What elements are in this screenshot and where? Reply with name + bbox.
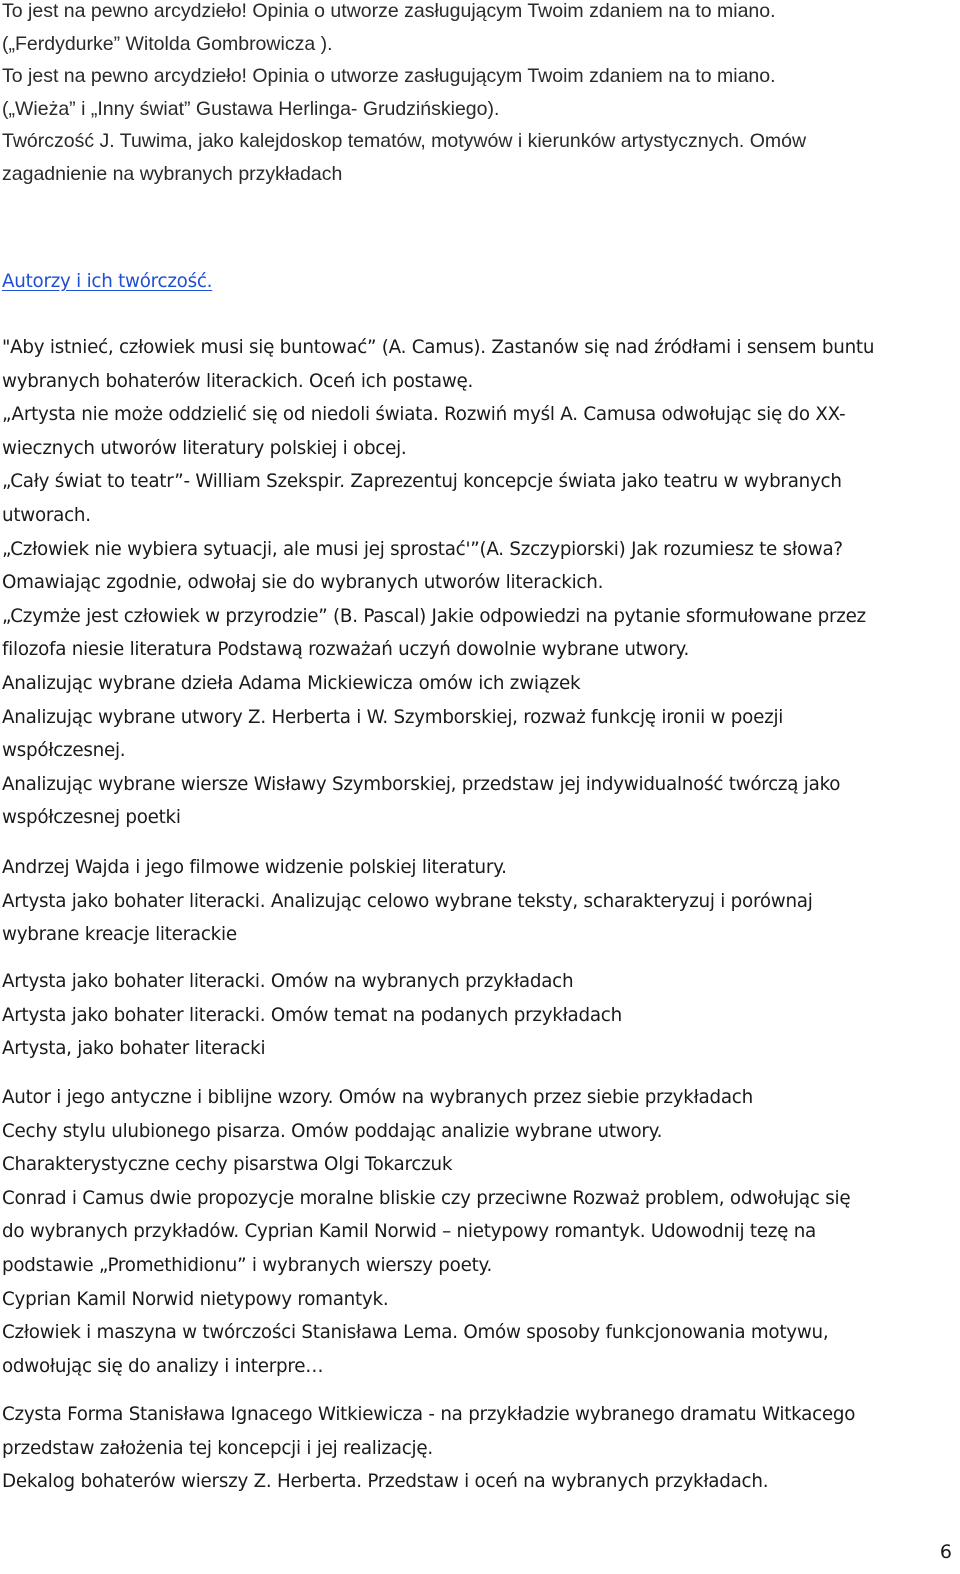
topic-line: Cyprian Kamil Norwid nietypowy romantyk. — [2, 1288, 389, 1310]
topic-line: Analizując wybrane dzieła Adama Mickiewicza omów ich związek — [2, 672, 581, 694]
page-number: 6 — [939, 1541, 952, 1563]
topics-group-3 — [2, 965, 947, 1066]
topics-group-1 — [2, 331, 947, 835]
topic-line: Artysta jako bohater literacki. Omów na wybranych przykładach — [2, 971, 574, 992]
topic-line: do wybranych przykładów. Cyprian Kamil Norwid – nietypowy romantyk. Udowodnij tezę na — [2, 1221, 816, 1243]
topics-group-2 — [2, 851, 947, 952]
topic-line: Artysta, jako bohater literacki — [2, 1038, 266, 1060]
topics-group-4 — [2, 1081, 947, 1383]
topic-line: Analizując wybrane wiersze Wisławy Szymborskiej, przedstaw jej indywidualność twórczą jako — [2, 773, 841, 795]
topic-line: "Aby istnieć, człowiek musi się buntować” (A. Camus). Zastanów się nad źródłami i sensem buntu — [2, 337, 875, 358]
topic-line: Cechy stylu ulubionego pisarza. Omów poddając analizie wybrane utwory. — [2, 1120, 663, 1142]
topic-line: przedstaw założenia tej koncepcji i jej realizację. — [2, 1437, 433, 1459]
topic-line: filozofa niesie literatura Podstawą rozważań uczyń dowolnie wybrane utwory. — [2, 639, 690, 661]
topics-block-1 — [2, 0, 947, 191]
topic-line: Analizując wybrane utwory Z. Herberta i W. Szymborskiej, rozważ funkcję ironii w poezji — [2, 706, 784, 728]
topic-line: odwołując się do analizy i interpre… — [2, 1355, 324, 1377]
topic-line: („Ferdydurke” Witolda Gombrowicza ). — [2, 32, 333, 55]
topic-line: „Artysta nie może oddzielić się od niedoli świata. Rozwiń myśl A. Camusa odwołując się do XX- — [2, 404, 846, 426]
topic-line: współczesnej. — [2, 740, 126, 762]
topic-line: Conrad i Camus dwie propozycje moralne bliskie czy przeciwne Rozważ problem, odwołując się — [2, 1187, 851, 1209]
topic-line: Artysta jako bohater literacki. Omów temat na podanych przykładach — [2, 1004, 622, 1026]
topic-line: („Wieża” i „Inny świat” Gustawa Herlinga- Grudzińskiego). — [2, 97, 500, 120]
authors-link[interactable]: Autorzy i ich twórczość. — [2, 271, 213, 292]
topic-line: Autor i jego antyczne i biblijne wzory. Omów na wybranych przez siebie przykładach — [2, 1087, 753, 1108]
topic-line: Twórczość J. Tuwima, jako kalejdoskop tematów, motywów i kierunków artystycznych. Omów — [2, 130, 807, 153]
topic-line: To jest na pewno arcydzieło! Opinia o utworze zasługującym Twoim zdaniem na to miano. — [2, 0, 776, 22]
topic-line: utworach. — [2, 504, 91, 526]
topic-line: „Człowiek nie wybiera sytuacji, ale musi jej sprostać'”(A. Szczypiorski) Jak rozumiesz te słowa? — [2, 538, 843, 560]
topic-line: Omawiając zgodnie, odwołaj sie do wybranych utworów literackich. — [2, 572, 604, 594]
topic-line: wybrane kreacje literackie — [2, 924, 237, 946]
topic-line: wybranych bohaterów literackich. Oceń ich postawę. — [2, 370, 474, 392]
topic-line: Artysta jako bohater literacki. Analizując celowo wybrane teksty, scharakteryzuj i porównaj — [2, 890, 813, 912]
topic-line: wiecznych utworów literatury polskiej i obcej. — [2, 437, 407, 459]
topic-line: współczesnej poetki — [2, 807, 181, 829]
topic-line: „Cały świat to teatr”- William Szekspir. Zaprezentuj koncepcje świata jako teatru w wybranych — [2, 471, 842, 493]
topic-line: Dekalog bohaterów wierszy Z. Herberta. Przedstaw i oceń na wybranych przykładach. — [2, 1471, 769, 1493]
topic-line: zagadnienie na wybranych przykładach — [2, 162, 343, 185]
topic-line: Andrzej Wajda i jego filmowe widzenie polskiej literatury. — [2, 857, 507, 878]
topics-group-5 — [2, 1398, 947, 1499]
topic-line: podstawie „Promethidionu” i wybranych wierszy poety. — [2, 1254, 493, 1276]
topic-line: To jest na pewno arcydzieło! Opinia o utworze zasługującym Twoim zdaniem na to miano. — [2, 65, 776, 88]
topic-line: „Czymże jest człowiek w przyrodzie” (B. Pascal) Jakie odpowiedzi na pytanie sformułowane przez — [2, 605, 866, 627]
section-heading — [2, 265, 947, 299]
topic-line: Charakterystyczne cechy pisarstwa Olgi Tokarczuk — [2, 1154, 453, 1176]
topic-line: Czysta Forma Stanisława Ignacego Witkiewicza - na przykładzie wybranego dramatu Witkacego — [2, 1404, 856, 1425]
topic-line: Człowiek i maszyna w twórczości Stanisława Lema. Omów sposoby funkcjonowania motywu, — [2, 1322, 829, 1344]
